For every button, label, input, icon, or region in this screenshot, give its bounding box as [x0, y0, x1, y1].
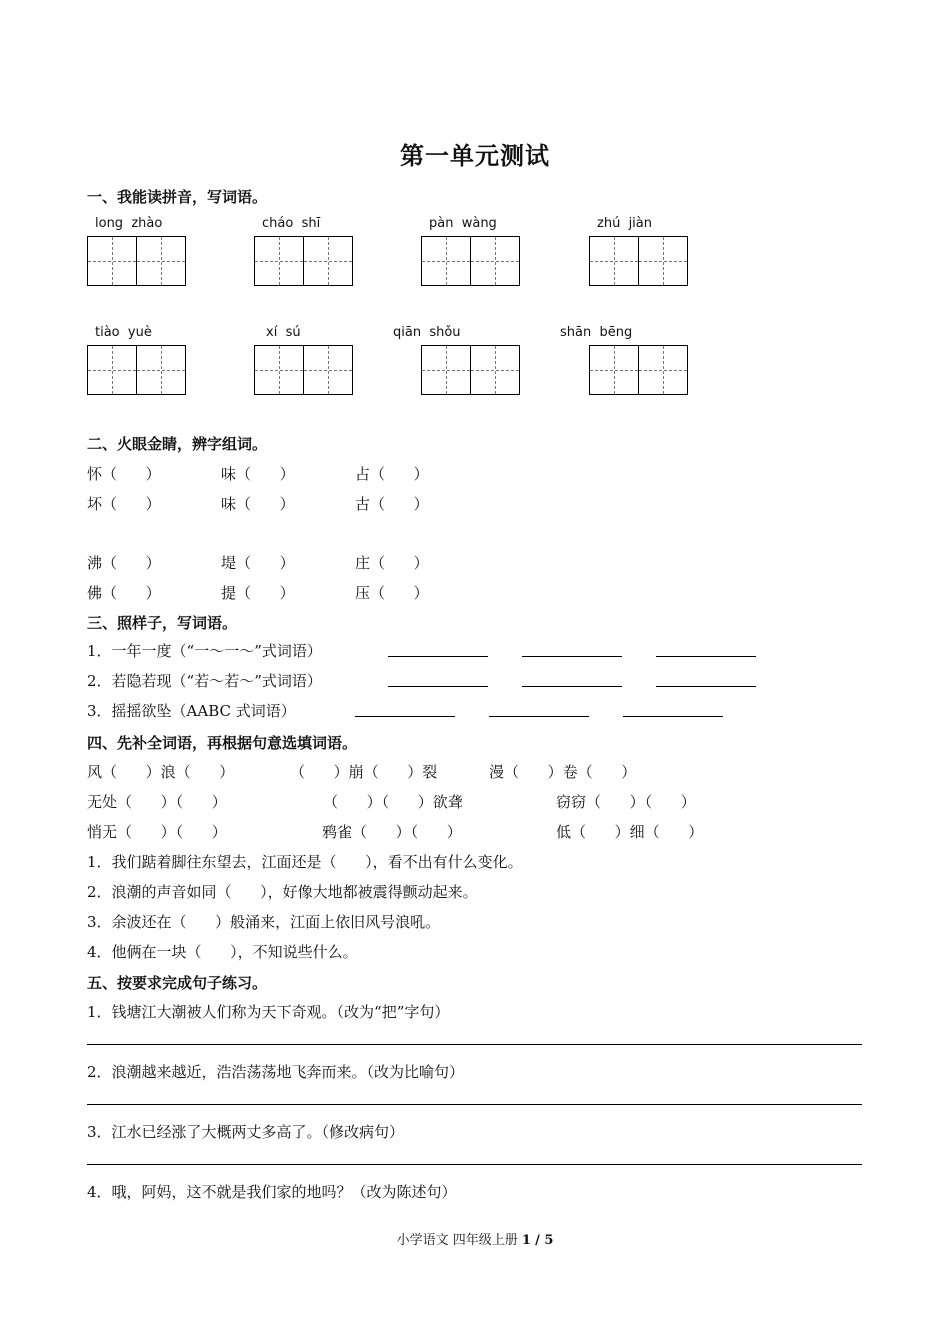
idiom-item: 窃窃（ ）（ ）	[556, 793, 696, 811]
pinyin-box-7[interactable]	[393, 325, 533, 395]
idiom-item: 悄无（ ）（ ）	[87, 823, 227, 841]
pinyin-text: pàn wàng	[429, 216, 497, 231]
pinyin-box-2[interactable]	[254, 216, 364, 286]
sentence-task: 1．钱塘江大潮被人们称为天下奇观。（改为“把”字句）	[87, 1003, 450, 1021]
section-1-heading: 一、我能读拼音，写词语。	[87, 188, 268, 206]
answer-blank[interactable]	[489, 702, 589, 717]
pattern-item: 1．一年一度（“一～一～”式词语）	[87, 642, 322, 660]
word-group-item: 占（ ）	[355, 465, 429, 483]
word-group-item: 压（ ）	[355, 584, 429, 602]
page-number: 1	[521, 1233, 531, 1248]
pinyin-text: tiào yuè	[95, 325, 152, 340]
pinyin-box-6[interactable]	[254, 325, 364, 395]
page-title: 第一单元测试	[400, 141, 550, 170]
word-group-item: 庄（ ）	[355, 554, 429, 572]
answer-blank[interactable]	[388, 642, 488, 657]
character-grid[interactable]	[254, 345, 364, 395]
word-group-item: 古（ ）	[355, 495, 429, 513]
idiom-item: 低（ ）细（ ）	[556, 823, 704, 841]
answer-blank[interactable]	[656, 672, 756, 687]
word-group-item: 味（ ）	[221, 465, 295, 483]
answer-blank[interactable]	[522, 672, 622, 687]
answer-blank[interactable]	[388, 672, 488, 687]
character-grid[interactable]	[421, 236, 531, 286]
page-footer	[0, 1229, 950, 1248]
footer-label: 小学语文 四年级上册	[396, 1233, 518, 1248]
idiom-item: 无处（ ）（ ）	[87, 793, 227, 811]
fill-sentence: 1．我们踮着脚往东望去，江面还是（ ），看不出有什么变化。	[87, 853, 523, 871]
character-grid[interactable]	[589, 236, 699, 286]
word-group-item: 沸（ ）	[87, 554, 161, 572]
pinyin-text: xí sú	[266, 325, 301, 340]
character-grid[interactable]	[589, 345, 700, 395]
section-2-heading: 二、火眼金睛，辨字组词。	[87, 435, 268, 453]
word-group-item: 佛（ ）	[87, 584, 161, 602]
section-3-heading: 三、照样子，写词语。	[87, 614, 238, 632]
character-grid[interactable]	[254, 236, 364, 286]
answer-line[interactable]	[87, 1044, 862, 1045]
pinyin-box-4[interactable]	[589, 216, 699, 286]
pinyin-box-3[interactable]	[421, 216, 531, 286]
character-grid[interactable]	[87, 345, 197, 395]
fill-sentence: 2．浪潮的声音如同（ ），好像大地都被震得颤动起来。	[87, 883, 478, 901]
pinyin-text: cháo shī	[262, 216, 321, 231]
word-group-item: 提（ ）	[221, 584, 295, 602]
character-grid[interactable]	[421, 345, 533, 395]
pinyin-box-5[interactable]	[87, 325, 197, 395]
pinyin-box-1[interactable]	[87, 216, 197, 286]
pinyin-text: long zhào	[95, 216, 163, 231]
pinyin-text: qiān shǒu	[393, 325, 461, 340]
answer-blank[interactable]	[522, 642, 622, 657]
pinyin-text: shān bēng	[560, 325, 633, 340]
pattern-item: 2．若隐若现（“若～若～”式词语）	[87, 672, 322, 690]
idiom-item: （ ）崩（ ）裂	[290, 763, 438, 781]
pinyin-text: zhú jiàn	[597, 216, 652, 231]
answer-blank[interactable]	[623, 702, 723, 717]
character-grid[interactable]	[87, 236, 197, 286]
word-group-item: 堤（ ）	[221, 554, 295, 572]
idiom-item: 漫（ ）卷（ ）	[489, 763, 637, 781]
answer-line[interactable]	[87, 1164, 862, 1165]
fill-sentence: 3．余波还在（ ）般涌来，江面上依旧风号浪吼。	[87, 913, 441, 931]
word-group-item: 坏（ ）	[87, 495, 161, 513]
fill-sentence: 4．他俩在一块（ ），不知说些什么。	[87, 943, 358, 961]
answer-blank[interactable]	[656, 642, 756, 657]
sentence-task: 3．江水已经涨了大概两丈多高了。（修改病句）	[87, 1123, 405, 1141]
answer-line[interactable]	[87, 1104, 862, 1105]
section-4-heading: 四、先补全词语，再根据句意选填词语。	[87, 734, 358, 752]
idiom-item: （ ）（ ）欲聋	[323, 793, 463, 811]
idiom-item: 风（ ）浪（ ）	[87, 763, 235, 781]
section-5-heading: 五、按要求完成句子练习。	[87, 974, 268, 992]
sentence-task: 4．哦，阿妈，这不就是我们家的地吗？（改为陈述句）	[87, 1183, 457, 1201]
sentence-task: 2．浪潮越来越近，浩浩荡荡地飞奔而来。（改为比喻句）	[87, 1063, 465, 1081]
word-group-item: 怀（ ）	[87, 465, 161, 483]
answer-blank[interactable]	[355, 702, 455, 717]
page-total: / 5	[535, 1233, 554, 1248]
idiom-item: 鸦雀（ ）（ ）	[322, 823, 462, 841]
word-group-item: 味（ ）	[221, 495, 295, 513]
pinyin-box-8[interactable]	[560, 325, 700, 395]
pattern-item: 3．摇摇欲坠（AABC 式词语）	[87, 702, 296, 720]
